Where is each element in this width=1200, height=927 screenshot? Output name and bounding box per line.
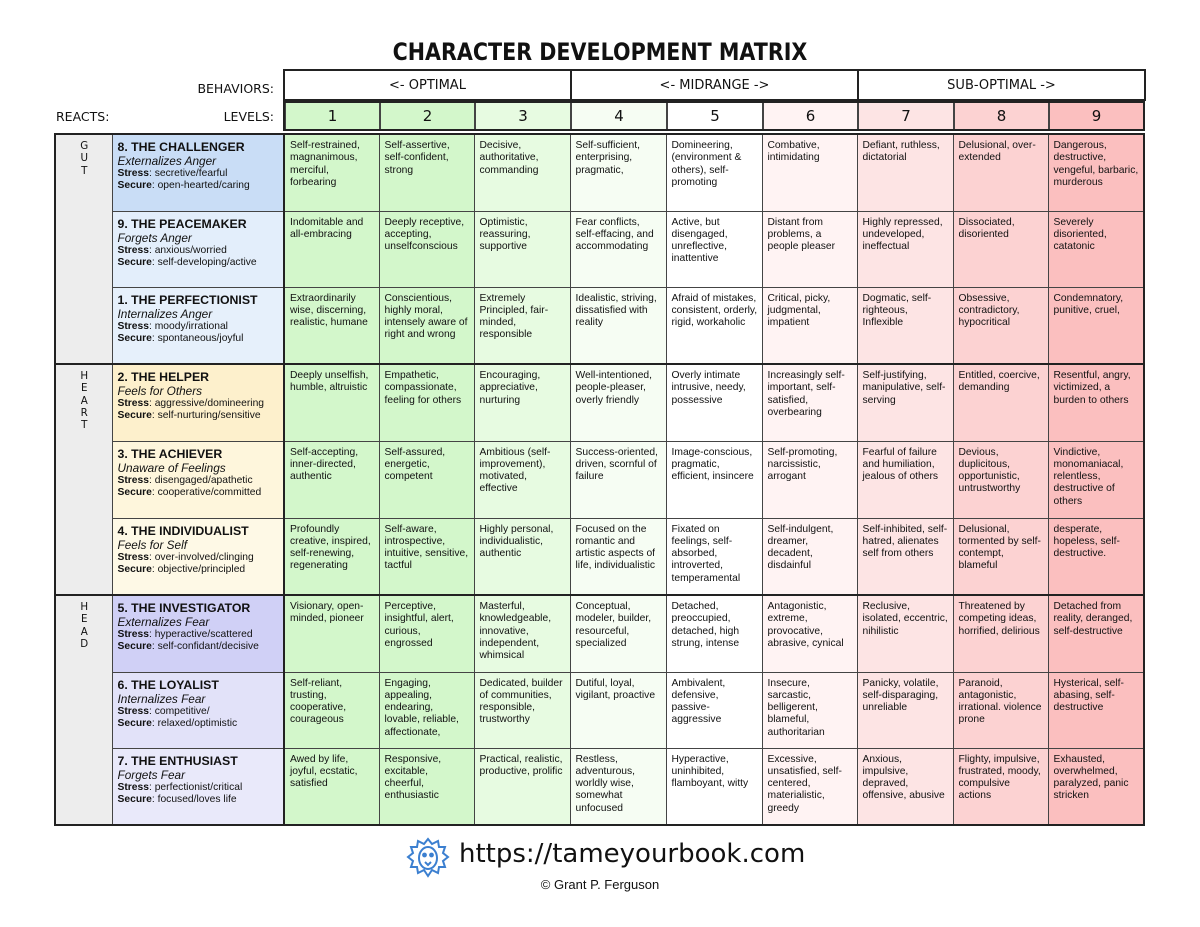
- table-row: [55, 211, 1144, 287]
- secure-label: Secure: [117, 410, 152, 421]
- table-row: [55, 748, 1144, 825]
- center-label: [55, 595, 112, 825]
- type-cell: [112, 211, 284, 287]
- type-name: 9. THE PEACEMAKER: [117, 216, 247, 231]
- behavior-cell: Dangerous, destructive, vengeful, barbaric, murderous: [1048, 134, 1144, 211]
- type-subtitle: Unaware of Feelings: [117, 460, 226, 475]
- stress-line: [118, 398, 280, 410]
- stress-label: Stress: [117, 551, 149, 563]
- stress-line: [118, 475, 280, 487]
- page-title: CHARACTER DEVELOPMENT MATRIX: [392, 38, 808, 66]
- behavior-cell: Entitled, coercive, demanding: [953, 364, 1048, 441]
- secure-line: [118, 718, 280, 730]
- stress-line: [118, 321, 280, 333]
- table-row: [55, 364, 1144, 441]
- level-header: 2: [380, 101, 475, 131]
- behavior-cell: Excessive, unsatisfied, self-centered, materialistic, greedy: [762, 748, 857, 825]
- type-cell: [112, 672, 284, 748]
- stress-value: : disengaged/apathetic: [148, 474, 253, 486]
- secure-value: : focused/loves life: [151, 793, 237, 805]
- behavior-cell: Self-accepting, inner-directed, authentic: [284, 441, 379, 518]
- type-name: 6. THE LOYALIST: [117, 677, 219, 692]
- table-row: [55, 134, 1144, 211]
- behavior-cell: Highly personal, individualistic, authentic: [474, 518, 570, 595]
- behavior-cell: Deeply unselfish, humble, altruistic: [284, 364, 379, 441]
- behavior-cell: Self-assertive, self-confident, strong: [379, 134, 474, 211]
- secure-line: [118, 794, 280, 806]
- table-row: [55, 287, 1144, 364]
- stress-value: : over-involved/clinging: [148, 551, 254, 563]
- behavior-cell: Reclusive, isolated, eccentric, nihilistic: [857, 595, 953, 672]
- behavior-cell: Exhausted, overwhelmed, paralyzed, panic stricken: [1048, 748, 1144, 825]
- stress-value: : moody/irrational: [148, 320, 228, 332]
- behavior-cell: Dedicated, builder of communities, responsible, trustworthy: [474, 672, 570, 748]
- stress-label: Stress: [117, 629, 149, 640]
- center-letter: T: [81, 419, 88, 432]
- behavior-cell: Increasingly self-important, self-satisfied, overbearing: [762, 364, 857, 441]
- behavior-cell: Active, but disengaged, unreflective, inattentive: [666, 211, 762, 287]
- type-subtitle: Feels for Others: [117, 384, 203, 398]
- stress-value: : aggressive/domineering: [148, 398, 265, 409]
- behavior-cell: Extremely Principled, fair-minded, responsible: [474, 287, 570, 364]
- type-name: 4. THE INDIVIDUALIST: [117, 523, 249, 538]
- type-cell: [112, 441, 284, 518]
- behavior-cell: Detached, preoccupied, detached, high strung, intense: [666, 595, 762, 672]
- stress-value: : perfectionist/critical: [148, 781, 243, 793]
- secure-label: Secure: [117, 332, 152, 344]
- level-header: 6: [763, 101, 858, 131]
- group-midrange: <- MIDRANGE ->: [570, 69, 859, 101]
- stress-value: : secretive/fearful: [148, 168, 228, 179]
- stress-value: : competitive/: [148, 705, 210, 717]
- behavior-cell: Condemnatory, punitive, cruel,: [1048, 287, 1144, 364]
- behavior-cell: Vindictive, monomaniacal, relentless, destructive of others: [1048, 441, 1144, 518]
- behavior-cell: Responsive, excitable, cheerful, enthusiastic: [379, 748, 474, 825]
- type-name: 7. THE ENTHUSIAST: [117, 753, 238, 768]
- website-link[interactable]: https://tameyourbook.com: [459, 839, 806, 869]
- stress-label: Stress: [117, 474, 149, 486]
- levels-row-border: [283, 101, 1145, 131]
- type-cell: [112, 748, 284, 825]
- behavior-cell: Self-justifying, manipulative, self- serving: [857, 364, 953, 441]
- type-name: 2. THE HELPER: [117, 370, 210, 384]
- stress-label: Stress: [117, 320, 149, 332]
- stress-line: [118, 629, 280, 641]
- secure-line: [118, 333, 280, 345]
- behavior-cell: Self-indulgent, dreamer, decadent, disdainful: [762, 518, 857, 595]
- group-sub-optimal: SUB-OPTIMAL ->: [857, 69, 1146, 101]
- behavior-cell: Empathetic, compassionate, feeling for others: [379, 364, 474, 441]
- stress-label: Stress: [117, 168, 149, 179]
- secure-label: Secure: [117, 486, 152, 498]
- behavior-cell: Obsessive, contradictory, hypocritical: [953, 287, 1048, 364]
- level-header: 1: [285, 101, 380, 131]
- behavior-cell: Self-inhibited, self- hatred, alienates self from others: [857, 518, 953, 595]
- behavior-cell: Critical, picky, judgmental, impatient: [762, 287, 857, 364]
- center-letter: E: [80, 613, 88, 626]
- behavior-cell: Self-reliant, trusting, cooperative, courageous: [284, 672, 379, 748]
- secure-label: Secure: [117, 180, 152, 191]
- behavior-cell: Combative, intimidating: [762, 134, 857, 211]
- reacts-label: REACTS:: [56, 109, 110, 124]
- behavior-cell: Fixated on feelings, self-absorbed, introverted, temperamental: [666, 518, 762, 595]
- type-subtitle: Feels for Self: [117, 537, 187, 552]
- stress-label: Stress: [117, 244, 149, 256]
- behavior-cell: Overly intimate intrusive, needy, possessive: [666, 364, 762, 441]
- center-letter: A: [80, 625, 88, 638]
- behavior-cell: Encouraging, appreciative, nurturing: [474, 364, 570, 441]
- levels-label: LEVELS:: [223, 109, 274, 124]
- behavior-cell: Awed by life, joyful, ecstatic, satisfied: [284, 748, 379, 825]
- center-letter: E: [80, 382, 88, 395]
- behavior-cell: Focused on the romantic and artistic aspects of life, individualistic: [570, 518, 666, 595]
- type-name: 3. THE ACHIEVER: [117, 446, 223, 461]
- secure-line: [118, 180, 280, 192]
- stress-line: [118, 245, 280, 257]
- behavior-cell: Ambivalent, defensive, passive-aggressive: [666, 672, 762, 748]
- behavior-cell: Dutiful, loyal, vigilant, proactive: [570, 672, 666, 748]
- center-letter: H: [80, 601, 89, 613]
- table-row: [55, 441, 1144, 518]
- behavior-cell: Resentful, angry, victimized, a burden to others: [1048, 364, 1144, 441]
- behavior-cell: Fearful of failure and humiliation, jealous of others: [857, 441, 953, 518]
- behavior-cell: Self-promoting, narcissistic, arrogant: [762, 441, 857, 518]
- behavior-cell: Perceptive, insightful, alert, curious, engrossed: [379, 595, 474, 672]
- stress-line: [118, 706, 280, 718]
- behavior-cell: Panicky, volatile, self-disparaging, unreliable: [857, 672, 953, 748]
- center-letter: R: [80, 406, 88, 419]
- table-row: [55, 595, 1144, 672]
- behavior-cell: Anxious, impulsive, depraved, offensive, abusive: [857, 748, 953, 825]
- behavior-cell: Hyperactive, uninhibited, flamboyant, witty: [666, 748, 762, 825]
- behavior-cell: Dissociated, disoriented: [953, 211, 1048, 287]
- stress-label: Stress: [117, 398, 149, 409]
- stress-line: [118, 168, 280, 180]
- behavior-cell: Defiant, ruthless, dictatorial: [857, 134, 953, 211]
- copyright: © Grant P. Ferguson: [540, 877, 660, 892]
- type-subtitle: Externalizes Fear: [117, 615, 210, 629]
- behavior-cell: Severely disoriented, catatonic: [1048, 211, 1144, 287]
- behavior-cell: Paranoid, antagonistic, irrational. violence prone: [953, 672, 1048, 748]
- behavior-cell: Deeply receptive, accepting, unselfconscious: [379, 211, 474, 287]
- behavior-cell: Extraordinarily wise, discerning, realistic, humane: [284, 287, 379, 364]
- center-label: [55, 364, 112, 595]
- level-header: 9: [1049, 101, 1144, 131]
- type-name: 8. THE CHALLENGER: [117, 140, 245, 154]
- behavior-cell: Devious, duplicitous, opportunistic, untrustworthy: [953, 441, 1048, 518]
- group-optimal: <- OPTIMAL: [283, 69, 572, 101]
- secure-value: : cooperative/committed: [151, 486, 262, 498]
- behavior-cell: Self-assured, energetic, competent: [379, 441, 474, 518]
- type-cell: [112, 134, 284, 211]
- type-subtitle: Forgets Anger: [117, 230, 192, 245]
- secure-value: : self-developing/active: [151, 256, 257, 268]
- behavior-cell: Visionary, open-minded, pioneer: [284, 595, 379, 672]
- level-header: 5: [667, 101, 763, 131]
- behavior-cell: Distant from problems, a people pleaser: [762, 211, 857, 287]
- behavior-cell: Dogmatic, self-righteous, Inflexible: [857, 287, 953, 364]
- level-header: 4: [571, 101, 667, 131]
- behavior-cell: Insecure, sarcastic, belligerent, blameful, authoritarian: [762, 672, 857, 748]
- center-letter: A: [80, 394, 88, 407]
- behavior-cell: Success-oriented, driven, scornful of failure: [570, 441, 666, 518]
- center-label: [55, 134, 112, 364]
- secure-line: [118, 257, 280, 269]
- behavior-cell: Ambitious (self-improvement), motivated, effective: [474, 441, 570, 518]
- behavior-cell: Self-sufficient, enterprising, pragmatic,: [570, 134, 666, 211]
- level-header: 8: [954, 101, 1049, 131]
- secure-label: Secure: [117, 641, 152, 652]
- behavior-cell: Fear conflicts, self-effacing, and accommodating: [570, 211, 666, 287]
- behavior-cell: Profoundly creative, inspired, self-renewing, regenerating: [284, 518, 379, 595]
- type-subtitle: Forgets Fear: [117, 767, 186, 782]
- behavior-cell: Image-conscious, pragmatic, efficient, insincere: [666, 441, 762, 518]
- stress-line: [118, 782, 280, 794]
- center-letter: H: [80, 370, 89, 382]
- lion-head-icon: [406, 836, 450, 880]
- secure-value: : spontaneous/joyful: [151, 332, 244, 344]
- secure-value: : open-hearted/caring: [151, 180, 250, 191]
- stress-label: Stress: [117, 705, 149, 717]
- table-row: [55, 518, 1144, 595]
- center-letter: U: [80, 152, 89, 165]
- secure-line: [118, 641, 280, 653]
- behavior-cell: Practical, realistic, productive, prolific: [474, 748, 570, 825]
- stress-value: : anxious/worried: [148, 244, 227, 256]
- secure-label: Secure: [117, 563, 152, 575]
- behavior-cell: desperate, hopeless, self-destructive.: [1048, 518, 1144, 595]
- type-cell: [112, 518, 284, 595]
- secure-label: Secure: [117, 256, 152, 268]
- center-letter: D: [80, 637, 89, 650]
- behavior-cell: Flighty, impulsive, frustrated, moody, compulsive actions: [953, 748, 1048, 825]
- type-name: 5. THE INVESTIGATOR: [117, 601, 251, 615]
- character-matrix: [54, 133, 1145, 826]
- behavior-cell: Indomitable and all-embracing: [284, 211, 379, 287]
- stress-line: [118, 552, 280, 564]
- behavior-cell: Idealistic, striving, dissatisfied with reality: [570, 287, 666, 364]
- secure-value: : self-confidant/decisive: [151, 641, 259, 652]
- behavior-cell: Threatened by competing ideas, horrified, delirious: [953, 595, 1048, 672]
- stress-value: : hyperactive/scattered: [148, 629, 253, 640]
- center-letter: G: [80, 140, 89, 152]
- behavior-cell: Domineering, (environment & others), self-promoting: [666, 134, 762, 211]
- stress-label: Stress: [117, 781, 149, 793]
- behavior-cell: Self-aware, introspective, intuitive, sensitive, tactful: [379, 518, 474, 595]
- behavior-cell: Restless, adventurous, worldly wise, somewhat unfocused: [570, 748, 666, 825]
- secure-value: : self-nurturing/sensitive: [151, 410, 261, 421]
- secure-label: Secure: [117, 717, 152, 729]
- type-cell: [112, 595, 284, 672]
- behavior-cell: Decisive, authoritative, commanding: [474, 134, 570, 211]
- type-name: 1. THE PERFECTIONIST: [117, 292, 258, 307]
- behavior-cell: Delusional, tormented by self- contempt, blameful: [953, 518, 1048, 595]
- type-subtitle: Externalizes Anger: [117, 154, 217, 168]
- type-cell: [112, 364, 284, 441]
- secure-line: [118, 487, 280, 499]
- type-subtitle: Internalizes Fear: [117, 691, 206, 706]
- behaviors-label: BEHAVIORS:: [197, 81, 274, 96]
- center-letter: T: [81, 164, 88, 177]
- behavior-cell: Well-intentioned, people-pleaser, overly friendly: [570, 364, 666, 441]
- behavior-cell: Delusional, over-extended: [953, 134, 1048, 211]
- behavior-cell: Engaging, appealing, endearing, lovable, reliable, affectionate,: [379, 672, 474, 748]
- level-header: 7: [858, 101, 954, 131]
- behavior-cell: Masterful, knowledgeable, innovative, independent, whimsical: [474, 595, 570, 672]
- type-cell: [112, 287, 284, 364]
- behavior-cell: Conceptual, modeler, builder, resourceful, specialized: [570, 595, 666, 672]
- behavior-cell: Hysterical, self-abasing, self-destructive: [1048, 672, 1144, 748]
- behavior-cell: Afraid of mistakes, consistent, orderly, rigid, workaholic: [666, 287, 762, 364]
- secure-line: [118, 410, 280, 422]
- type-subtitle: Internalizes Anger: [117, 306, 213, 321]
- behavior-cell: Detached from reality, deranged, self-destructive: [1048, 595, 1144, 672]
- behavior-cell: Highly repressed, undeveloped, ineffectual: [857, 211, 953, 287]
- secure-value: : relaxed/optimistic: [151, 717, 238, 729]
- behavior-cell: Conscientious, highly moral, intensely aware of right and wrong: [379, 287, 474, 364]
- behavior-cell: Antagonistic, extreme, provocative, abrasive, cynical: [762, 595, 857, 672]
- secure-value: : objective/principled: [151, 563, 246, 575]
- behavior-cell: Self-restrained, magnanimous, merciful, forbearing: [284, 134, 379, 211]
- secure-line: [118, 564, 280, 576]
- behavior-cell: Optimistic, reassuring, supportive: [474, 211, 570, 287]
- secure-label: Secure: [117, 793, 152, 805]
- table-row: [55, 672, 1144, 748]
- level-header: 3: [475, 101, 571, 131]
